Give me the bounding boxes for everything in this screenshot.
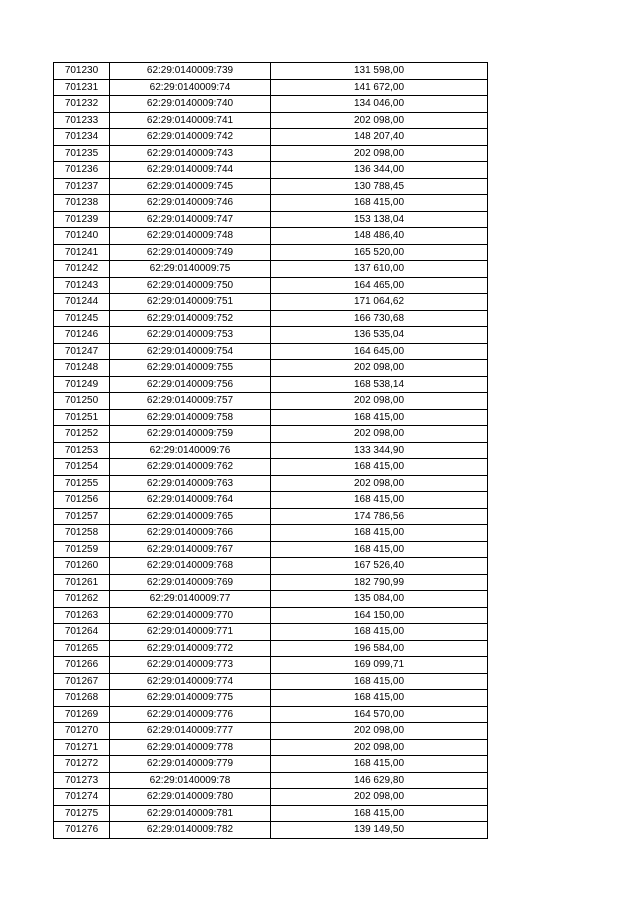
cadastral-number-cell: 62:29:0140009:778 — [110, 739, 271, 756]
value-cell: 164 150,00 — [271, 607, 488, 624]
value-cell: 167 526,40 — [271, 558, 488, 575]
cadastral-number-cell: 62:29:0140009:768 — [110, 558, 271, 575]
table-row — [54, 228, 488, 245]
row-id-cell: 701267 — [54, 673, 110, 690]
cadastral-number-cell: 62:29:0140009:746 — [110, 195, 271, 212]
table-row — [54, 640, 488, 657]
row-id-cell: 701265 — [54, 640, 110, 657]
cadastral-number-cell: 62:29:0140009:745 — [110, 178, 271, 195]
value-cell: 202 098,00 — [271, 475, 488, 492]
row-id-cell: 701269 — [54, 706, 110, 723]
table-row — [54, 574, 488, 591]
table-row — [54, 459, 488, 476]
row-id-cell: 701260 — [54, 558, 110, 575]
cadastral-number-cell: 62:29:0140009:781 — [110, 805, 271, 822]
cadastral-number-cell: 62:29:0140009:753 — [110, 327, 271, 344]
table-row — [54, 244, 488, 261]
row-id-cell: 701253 — [54, 442, 110, 459]
table-row — [54, 63, 488, 80]
cadastral-number-cell: 62:29:0140009:771 — [110, 624, 271, 641]
table-body — [54, 63, 488, 839]
table-row — [54, 442, 488, 459]
value-cell: 168 415,00 — [271, 459, 488, 476]
value-cell: 136 535,04 — [271, 327, 488, 344]
cadastral-number-cell: 62:29:0140009:779 — [110, 756, 271, 773]
value-cell: 168 415,00 — [271, 805, 488, 822]
cadastral-number-cell: 62:29:0140009:742 — [110, 129, 271, 146]
value-cell: 171 064,62 — [271, 294, 488, 311]
table-row — [54, 541, 488, 558]
row-id-cell: 701245 — [54, 310, 110, 327]
table-row — [54, 195, 488, 212]
cadastral-number-cell: 62:29:0140009:775 — [110, 690, 271, 707]
cadastral-number-cell: 62:29:0140009:754 — [110, 343, 271, 360]
cadastral-number-cell: 62:29:0140009:774 — [110, 673, 271, 690]
row-id-cell: 701256 — [54, 492, 110, 509]
table-row — [54, 607, 488, 624]
cadastral-number-cell: 62:29:0140009:74 — [110, 79, 271, 96]
table-row — [54, 112, 488, 129]
cadastral-number-cell: 62:29:0140009:780 — [110, 789, 271, 806]
cadastral-number-cell: 62:29:0140009:751 — [110, 294, 271, 311]
row-id-cell: 701262 — [54, 591, 110, 608]
row-id-cell: 701243 — [54, 277, 110, 294]
cadastral-number-cell: 62:29:0140009:78 — [110, 772, 271, 789]
row-id-cell: 701251 — [54, 409, 110, 426]
cadastral-number-cell: 62:29:0140009:773 — [110, 657, 271, 674]
value-cell: 168 415,00 — [271, 673, 488, 690]
row-id-cell: 701266 — [54, 657, 110, 674]
row-id-cell: 701231 — [54, 79, 110, 96]
table-row — [54, 657, 488, 674]
row-id-cell: 701244 — [54, 294, 110, 311]
table-row — [54, 343, 488, 360]
value-cell: 168 415,00 — [271, 195, 488, 212]
cadastral-number-cell: 62:29:0140009:76 — [110, 442, 271, 459]
row-id-cell: 701247 — [54, 343, 110, 360]
row-id-cell: 701276 — [54, 822, 110, 839]
cadastral-number-cell: 62:29:0140009:741 — [110, 112, 271, 129]
row-id-cell: 701237 — [54, 178, 110, 195]
table-row — [54, 673, 488, 690]
table-row — [54, 475, 488, 492]
table-row — [54, 624, 488, 641]
cadastral-number-cell: 62:29:0140009:743 — [110, 145, 271, 162]
row-id-cell: 701268 — [54, 690, 110, 707]
table-row — [54, 360, 488, 377]
value-cell: 168 415,00 — [271, 690, 488, 707]
value-cell: 133 344,90 — [271, 442, 488, 459]
cadastral-number-cell: 62:29:0140009:769 — [110, 574, 271, 591]
cadastral-number-cell: 62:29:0140009:764 — [110, 492, 271, 509]
table-row — [54, 508, 488, 525]
cadastral-number-cell: 62:29:0140009:763 — [110, 475, 271, 492]
value-cell: 153 138,04 — [271, 211, 488, 228]
row-id-cell: 701257 — [54, 508, 110, 525]
value-cell: 168 415,00 — [271, 525, 488, 542]
value-cell: 196 584,00 — [271, 640, 488, 657]
row-id-cell: 701233 — [54, 112, 110, 129]
table-row — [54, 96, 488, 113]
cadastral-number-cell: 62:29:0140009:752 — [110, 310, 271, 327]
value-cell: 168 415,00 — [271, 492, 488, 509]
cadastral-number-cell: 62:29:0140009:748 — [110, 228, 271, 245]
row-id-cell: 701274 — [54, 789, 110, 806]
cadastral-number-cell: 62:29:0140009:756 — [110, 376, 271, 393]
row-id-cell: 701272 — [54, 756, 110, 773]
cadastral-number-cell: 62:29:0140009:776 — [110, 706, 271, 723]
value-cell: 202 098,00 — [271, 360, 488, 377]
table-row — [54, 789, 488, 806]
value-cell: 141 672,00 — [271, 79, 488, 96]
row-id-cell: 701236 — [54, 162, 110, 179]
row-id-cell: 701263 — [54, 607, 110, 624]
cadastral-number-cell: 62:29:0140009:782 — [110, 822, 271, 839]
row-id-cell: 701242 — [54, 261, 110, 278]
value-cell: 202 098,00 — [271, 789, 488, 806]
value-cell: 164 465,00 — [271, 277, 488, 294]
row-id-cell: 701232 — [54, 96, 110, 113]
table-row — [54, 211, 488, 228]
cadastral-number-cell: 62:29:0140009:767 — [110, 541, 271, 558]
row-id-cell: 701275 — [54, 805, 110, 822]
value-cell: 202 098,00 — [271, 723, 488, 740]
value-cell: 202 098,00 — [271, 145, 488, 162]
row-id-cell: 701261 — [54, 574, 110, 591]
table-row — [54, 261, 488, 278]
row-id-cell: 701240 — [54, 228, 110, 245]
document-page — [53, 62, 486, 839]
cadastral-number-cell: 62:29:0140009:770 — [110, 607, 271, 624]
cadastral-number-cell: 62:29:0140009:765 — [110, 508, 271, 525]
row-id-cell: 701234 — [54, 129, 110, 146]
row-id-cell: 701230 — [54, 63, 110, 80]
cadastral-number-cell: 62:29:0140009:747 — [110, 211, 271, 228]
value-cell: 174 786,56 — [271, 508, 488, 525]
row-id-cell: 701254 — [54, 459, 110, 476]
row-id-cell: 701238 — [54, 195, 110, 212]
table-row — [54, 525, 488, 542]
table-row — [54, 492, 488, 509]
table-row — [54, 129, 488, 146]
table-row — [54, 756, 488, 773]
value-cell: 148 486,40 — [271, 228, 488, 245]
row-id-cell: 701271 — [54, 739, 110, 756]
table-row — [54, 162, 488, 179]
row-id-cell: 701235 — [54, 145, 110, 162]
value-cell: 131 598,00 — [271, 63, 488, 80]
table-row — [54, 426, 488, 443]
value-cell: 202 098,00 — [271, 426, 488, 443]
row-id-cell: 701273 — [54, 772, 110, 789]
table-row — [54, 706, 488, 723]
cadastral-number-cell: 62:29:0140009:755 — [110, 360, 271, 377]
cadastral-number-cell: 62:29:0140009:762 — [110, 459, 271, 476]
value-cell: 202 098,00 — [271, 112, 488, 129]
table-row — [54, 277, 488, 294]
row-id-cell: 701250 — [54, 393, 110, 410]
row-id-cell: 701259 — [54, 541, 110, 558]
value-cell: 137 610,00 — [271, 261, 488, 278]
row-id-cell: 701264 — [54, 624, 110, 641]
table-row — [54, 145, 488, 162]
table-row — [54, 294, 488, 311]
value-cell: 168 538,14 — [271, 376, 488, 393]
table-row — [54, 772, 488, 789]
row-id-cell: 701255 — [54, 475, 110, 492]
table-row — [54, 805, 488, 822]
cadastral-number-cell: 62:29:0140009:739 — [110, 63, 271, 80]
cadastral-number-cell: 62:29:0140009:759 — [110, 426, 271, 443]
row-id-cell: 701248 — [54, 360, 110, 377]
value-cell: 146 629,80 — [271, 772, 488, 789]
cadastral-number-cell: 62:29:0140009:740 — [110, 96, 271, 113]
value-cell: 135 084,00 — [271, 591, 488, 608]
table-row — [54, 376, 488, 393]
table-row — [54, 723, 488, 740]
value-cell: 202 098,00 — [271, 393, 488, 410]
row-id-cell: 701249 — [54, 376, 110, 393]
value-cell: 169 099,71 — [271, 657, 488, 674]
table-row — [54, 178, 488, 195]
table-row — [54, 822, 488, 839]
value-cell: 202 098,00 — [271, 739, 488, 756]
value-cell: 164 570,00 — [271, 706, 488, 723]
value-cell: 139 149,50 — [271, 822, 488, 839]
row-id-cell: 701258 — [54, 525, 110, 542]
cadastral-number-cell: 62:29:0140009:749 — [110, 244, 271, 261]
cadastral-number-cell: 62:29:0140009:77 — [110, 591, 271, 608]
value-cell: 168 415,00 — [271, 624, 488, 641]
cadastral-number-cell: 62:29:0140009:777 — [110, 723, 271, 740]
value-cell: 182 790,99 — [271, 574, 488, 591]
value-cell: 168 415,00 — [271, 541, 488, 558]
value-cell: 164 645,00 — [271, 343, 488, 360]
value-cell: 148 207,40 — [271, 129, 488, 146]
cadastral-number-cell: 62:29:0140009:75 — [110, 261, 271, 278]
cadastral-value-table — [53, 62, 488, 839]
row-id-cell: 701239 — [54, 211, 110, 228]
value-cell: 166 730,68 — [271, 310, 488, 327]
value-cell: 165 520,00 — [271, 244, 488, 261]
cadastral-number-cell: 62:29:0140009:772 — [110, 640, 271, 657]
table-row — [54, 393, 488, 410]
row-id-cell: 701246 — [54, 327, 110, 344]
cadastral-number-cell: 62:29:0140009:750 — [110, 277, 271, 294]
table-row — [54, 690, 488, 707]
table-row — [54, 558, 488, 575]
table-row — [54, 327, 488, 344]
cadastral-number-cell: 62:29:0140009:758 — [110, 409, 271, 426]
row-id-cell: 701252 — [54, 426, 110, 443]
row-id-cell: 701241 — [54, 244, 110, 261]
table-row — [54, 739, 488, 756]
table-row — [54, 591, 488, 608]
cadastral-number-cell: 62:29:0140009:757 — [110, 393, 271, 410]
table-row — [54, 79, 488, 96]
table-row — [54, 409, 488, 426]
value-cell: 136 344,00 — [271, 162, 488, 179]
row-id-cell: 701270 — [54, 723, 110, 740]
table-row — [54, 310, 488, 327]
cadastral-number-cell: 62:29:0140009:766 — [110, 525, 271, 542]
value-cell: 168 415,00 — [271, 409, 488, 426]
cadastral-number-cell: 62:29:0140009:744 — [110, 162, 271, 179]
value-cell: 134 046,00 — [271, 96, 488, 113]
value-cell: 168 415,00 — [271, 756, 488, 773]
value-cell: 130 788,45 — [271, 178, 488, 195]
